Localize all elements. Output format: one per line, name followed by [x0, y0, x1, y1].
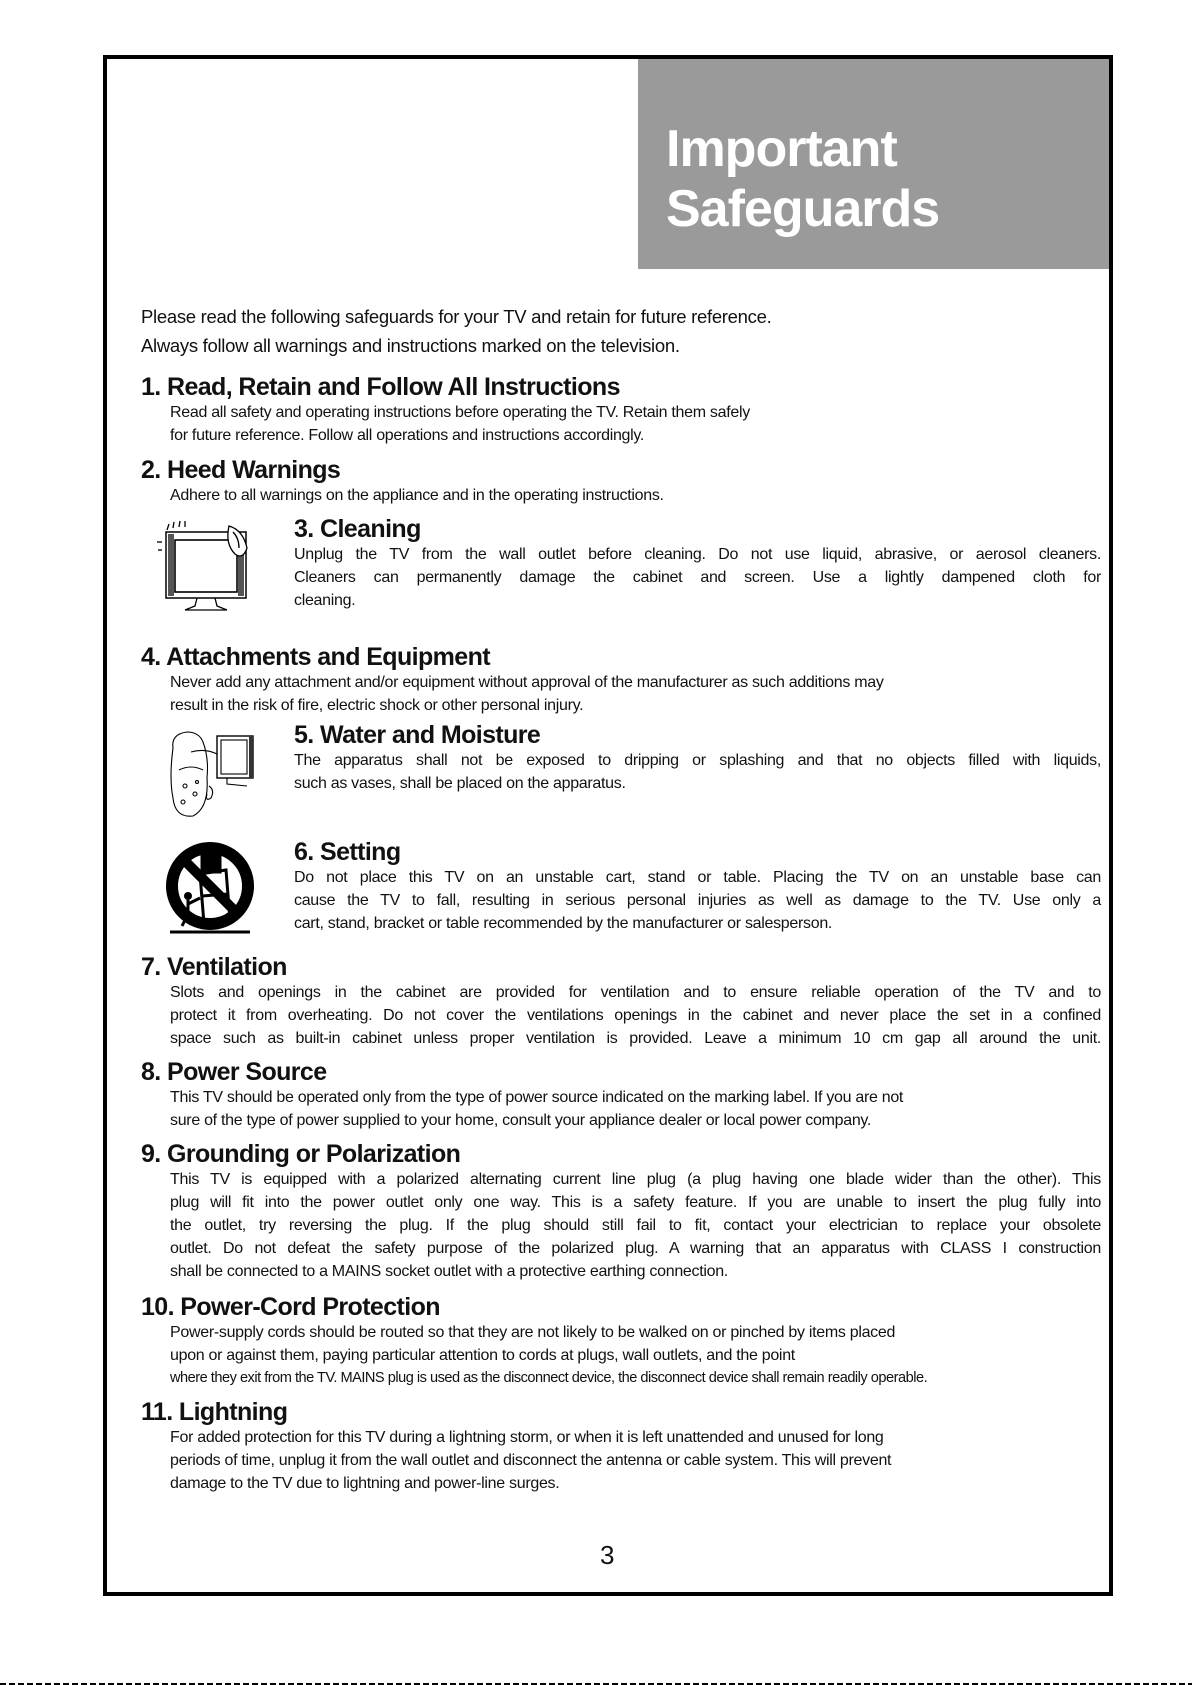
- title-banner: [638, 59, 1109, 269]
- body-line: This TV should be operated only from the type of power source indicated on the marking label. If you are not: [170, 1089, 904, 1106]
- section-5-heading: 5. Water and Moisture: [294, 721, 541, 749]
- section-4-body: [170, 671, 884, 717]
- section-2-body: [170, 484, 664, 507]
- body-line: damage to the TV due to lightning and power-line surges.: [170, 1475, 560, 1492]
- body-line: shall be connected to a MAINS socket outlet with a protective earthing connection.: [170, 1263, 728, 1280]
- page-title-line-2: Safeguards: [666, 180, 940, 238]
- body-line: where they exit from the TV. MAINS plug is used as the disconnect device, the disconnect device shall remain readily operable.: [170, 1370, 928, 1386]
- page-title-line-1: Important: [666, 120, 897, 178]
- body-line: Cleaners can permanently damage the cabinet and screen. Use a lightly dampened cloth for: [294, 569, 1101, 586]
- body-line: Unplug the TV from the wall outlet before cleaning. Do not use liquid, abrasive, or aerosol cleaners.: [294, 546, 1101, 563]
- section-10-body: [170, 1321, 927, 1390]
- body-line: sure of the type of power supplied to your home, consult your appliance dealer or local power company.: [170, 1112, 872, 1129]
- body-line: outlet. Do not defeat the safety purpose of the polarized plug. A warning that an apparatus with CLASS I construction: [170, 1240, 1101, 1257]
- section-4-heading: 4. Attachments and Equipment: [141, 643, 490, 671]
- body-line: periods of time, unplug it from the wall outlet and disconnect the antenna or cable system. This will prevent: [170, 1452, 892, 1469]
- body-line: cause the TV to fall, resulting in serious personal injuries as well as damage to the TV. Use only a: [294, 892, 1101, 909]
- section-1-heading: 1. Read, Retain and Follow All Instructions: [141, 373, 620, 401]
- body-line: Read all safety and operating instructions before operating the TV. Retain them safely: [170, 404, 750, 421]
- section-5-body: [294, 749, 1101, 795]
- body-line: The apparatus shall not be exposed to dripping or splashing and that no objects filled with liquids,: [294, 752, 1101, 769]
- body-line: protect it from overheating. Do not cover the ventilations openings in the cabinet and never place the set in a confined: [170, 1007, 1101, 1024]
- section-3-heading: 3. Cleaning: [294, 515, 421, 543]
- section-9-heading: 9. Grounding or Polarization: [141, 1140, 461, 1168]
- section-8-body: [170, 1086, 903, 1132]
- section-2-heading: 2. Heed Warnings: [141, 456, 341, 484]
- section-7-heading: 7. Ventilation: [141, 953, 287, 981]
- body-line: Do not place this TV on an unstable cart, stand or table. Placing the TV on an unstable base can: [294, 869, 1101, 886]
- section-11-body: [170, 1426, 891, 1495]
- section-7-body: [170, 981, 1101, 1050]
- body-line: Power-supply cords should be routed so that they are not likely to be walked on or pinched by items placed: [170, 1324, 896, 1341]
- body-line: For added protection for this TV during a lightning storm, or when it is left unattended and unused for long: [170, 1429, 884, 1446]
- section-6-body: [294, 866, 1101, 935]
- intro-line-1: Please read the following safeguards for your TV and retain for future reference.: [141, 306, 772, 327]
- body-line: such as vases, shall be placed on the apparatus.: [294, 775, 626, 792]
- section-3-body: [294, 543, 1101, 612]
- section-9-body: [170, 1168, 1101, 1283]
- body-line: plug will fit into the power outlet only one way. This is a safety feature. If you are unable to insert the plug fully into: [170, 1194, 1101, 1211]
- body-line: upon or against them, paying particular attention to cords at plugs, wall outlets, and the point: [170, 1347, 795, 1364]
- body-line: This TV is equipped with a polarized alternating current line plug (a plug having one blade wider than the other). This: [170, 1171, 1101, 1188]
- intro-line-2: Always follow all warnings and instructions marked on the television.: [141, 335, 680, 356]
- tv-cleaning-icon: [155, 520, 263, 616]
- page-number: 3: [600, 1540, 615, 1570]
- body-line: the outlet, try reversing the plug. If the plug should still fail to fit, contact your electrician to replace your obsolete: [170, 1217, 1101, 1234]
- no-unstable-cart-icon: [164, 840, 256, 938]
- body-line: Adhere to all warnings on the appliance and in the operating instructions.: [170, 487, 664, 504]
- section-8-heading: 8. Power Source: [141, 1058, 327, 1086]
- body-line: result in the risk of fire, electric shock or other personal injury.: [170, 697, 584, 714]
- water-vase-tv-icon: [165, 728, 261, 820]
- body-line: cleaning.: [294, 592, 356, 609]
- body-line: space such as built-in cabinet unless proper ventilation is provided. Leave a minimum 10 cm gap all around the unit.: [170, 1030, 1101, 1047]
- section-10-heading: 10. Power-Cord Protection: [141, 1293, 440, 1321]
- section-6-heading: 6. Setting: [294, 838, 401, 866]
- section-1-body: [170, 401, 750, 447]
- body-line: for future reference. Follow all operations and instructions accordingly.: [170, 427, 645, 444]
- body-line: Slots and openings in the cabinet are provided for ventilation and to ensure reliable operation of the TV and to: [170, 984, 1101, 1001]
- body-line: cart, stand, bracket or table recommended by the manufacturer or salesperson.: [294, 915, 833, 932]
- body-line: Never add any attachment and/or equipment without approval of the manufacturer as such additions may: [170, 674, 884, 691]
- section-11-heading: 11. Lightning: [141, 1398, 288, 1426]
